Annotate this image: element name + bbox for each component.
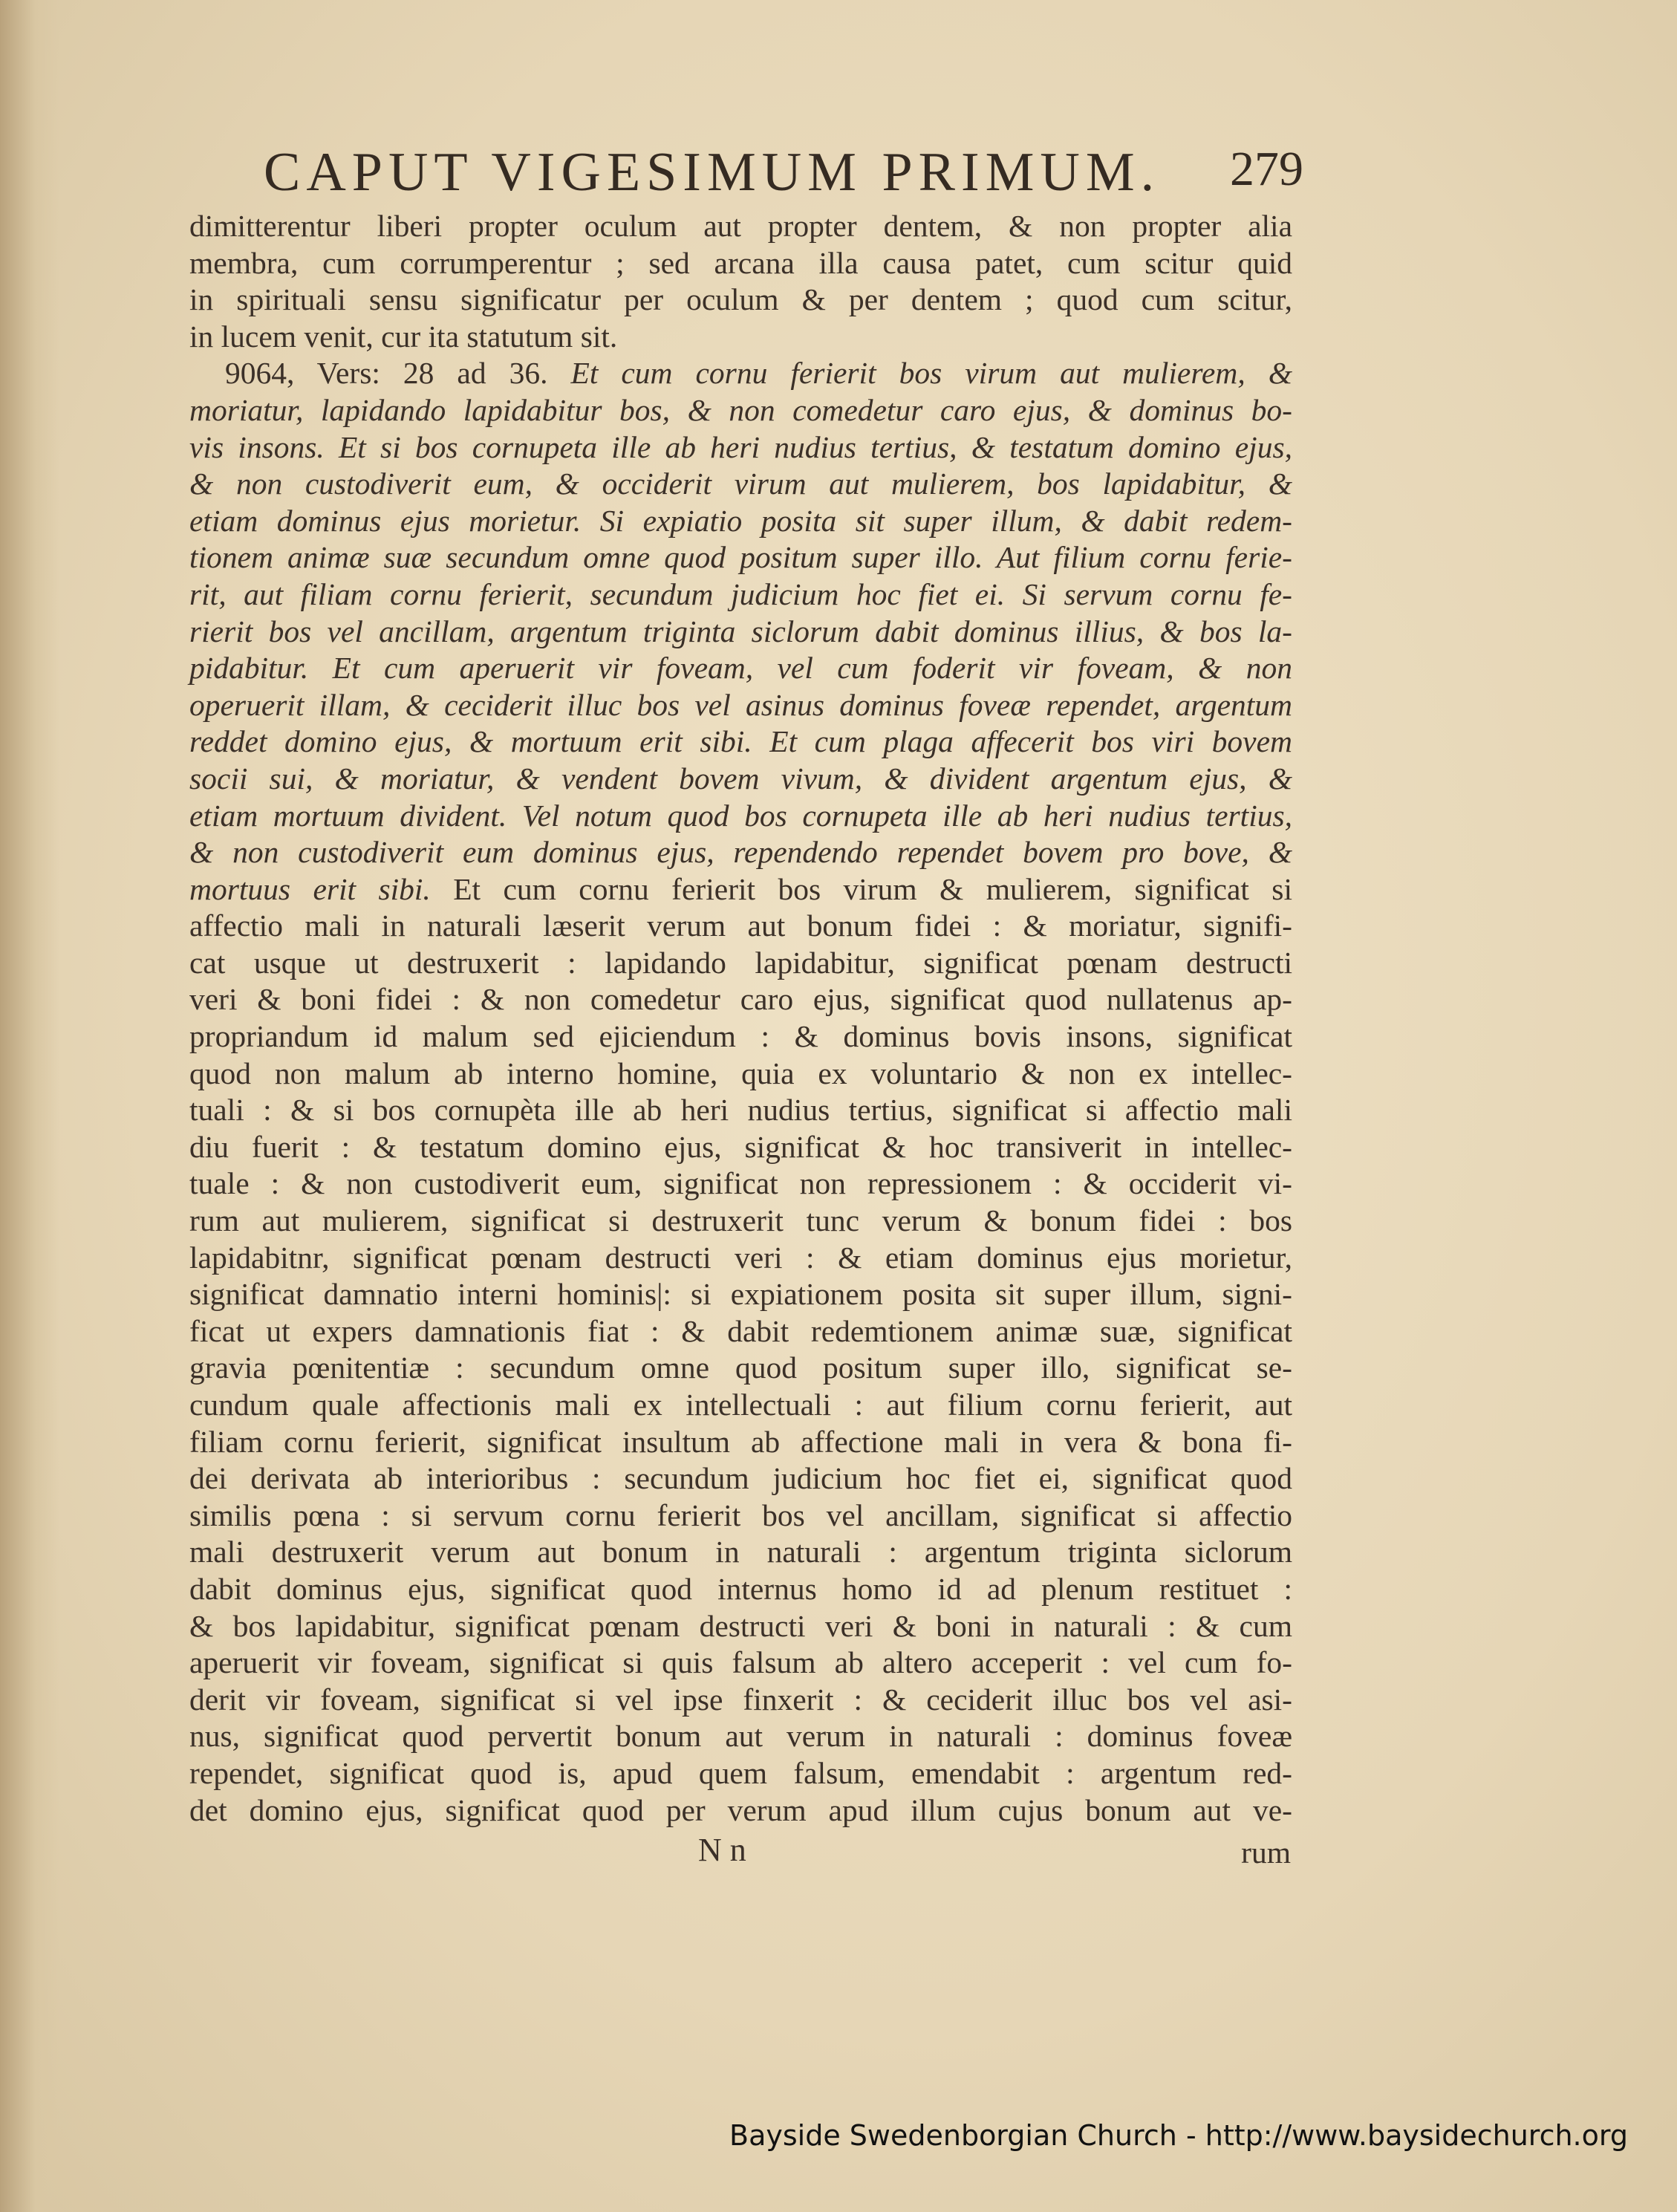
- italic-segment: & non custodiverit eum, & occiderit virum aut mulierem, bos lapidabitur, &: [189, 466, 1292, 501]
- text-line: & bos lapidabitur, significat pœnam destructi veri & boni in naturali : & cum: [189, 1608, 1292, 1643]
- roman-segment: 9064, Vers: 28 ad 36.: [225, 356, 571, 391]
- text-line: filiam cornu ferierit, significat insultum ab affectione mali in vera & bona fi-: [189, 1424, 1292, 1459]
- italic-segment: moriatur, lapidando lapidabitur bos, & non comedetur caro ejus, & dominus bo-: [189, 392, 1292, 427]
- text-line: affectio mali in naturali læserit verum aut bonum fidei : & moriatur, signifi-: [189, 908, 1292, 943]
- text-line: [189, 798, 1292, 835]
- text-line: nus, significat quod pervertit bonum aut verum in naturali : dominus foveæ: [189, 1719, 1292, 1754]
- italic-segment: operuerit illam, & ceciderit illuc bos vel asinus dominus foveæ rependet, argentum: [189, 687, 1292, 722]
- watermark-text: Bayside Swedenborgian Church - http://www.baysidechurch.org: [729, 2119, 1628, 2152]
- text-line: aperuerit vir foveam, significat si quis falsum ab altero acceperit : vel cum fo-: [189, 1645, 1292, 1680]
- body-text: [189, 208, 1292, 1829]
- italic-segment: Et cum cornu ferierit bos virum aut mulierem, &: [570, 356, 1292, 391]
- italic-segment: rierit bos vel ancillam, argentum triginta siclorum dabit dominus illius, & bos la-: [189, 614, 1292, 648]
- text-line: veri & boni fidei : & non comedetur caro ejus, significat quod nullatenus ap-: [189, 982, 1292, 1017]
- text-line: ficat ut expers damnationis fiat : & dabit redemtionem animæ suæ, significat: [189, 1313, 1292, 1348]
- text-line: mali destruxerit verum aut bonum in naturali : argentum triginta siclorum: [189, 1535, 1292, 1569]
- text-line: [189, 503, 1292, 540]
- italic-segment: reddet domino ejus, & mortuum erit sibi. Et cum plaga affecerit bos viri bovem: [189, 724, 1292, 759]
- text-line: in spirituali sensu significatur per oculum & per dentem ; quod cum scitur,: [189, 282, 1292, 317]
- italic-segment: mortuus erit sibi.: [189, 871, 431, 906]
- italic-segment: socii sui, & moriatur, & vendent bovem vivum, & divident argentum ejus, &: [189, 761, 1292, 796]
- text-line: [189, 687, 1292, 724]
- text-line: cat usque ut destruxerit : lapidando lapidabitur, significat pœnam destructi: [189, 945, 1292, 980]
- text-line: membra, cum corrumperentur ; sed arcana illa causa patet, cum scitur quid: [189, 245, 1292, 280]
- signature-mark: N n: [698, 1832, 746, 1868]
- text-line: [189, 576, 1292, 614]
- text-line: significat damnatio interni hominis|: si expiationem posita sit super illum, signi-: [189, 1277, 1292, 1312]
- italic-segment: pidabitur. Et cum aperuerit vir foveam, vel cum foderit vir foveam, & non: [189, 651, 1292, 686]
- text-line: [189, 466, 1292, 503]
- italic-segment: etiam dominus ejus morietur. Si expiatio posita sit super illum, & dabit redem-: [189, 503, 1292, 538]
- text-line: rependet, significat quod is, apud quem falsum, emendabit : argentum red-: [189, 1755, 1292, 1790]
- gutter-shadow: [0, 0, 59, 2212]
- text-line: [189, 650, 1292, 687]
- text-line: dimitterentur liberi propter oculum aut propter dentem, & non propter alia: [189, 209, 1292, 243]
- italic-segment: etiam mortuum divident. Vel notum quod bos cornupeta ille ab heri nudius tertius,: [189, 798, 1292, 833]
- italic-segment: & non custodiverit eum dominus ejus, rependendo rependet bovem pro bove, &: [189, 835, 1292, 870]
- text-line: propriandum id malum sed ejiciendum : & dominus bovis insons, significat: [189, 1019, 1292, 1054]
- page-number: 279: [1230, 142, 1303, 196]
- text-line: [189, 761, 1292, 798]
- text-line: diu fuerit : & testatum domino ejus, significat & hoc transiverit in intellec-: [189, 1129, 1292, 1164]
- text-line: det domino ejus, significat quod per verum apud illum cujus bonum aut ve-: [189, 1792, 1292, 1827]
- text-line: tuale : & non custodiverit eum, significat non repressionem : & occiderit vi-: [189, 1166, 1292, 1201]
- text-line: [189, 355, 1292, 392]
- text-line: gravia pœnitentiæ : secundum omne quod positum super illo, significat se-: [189, 1350, 1292, 1385]
- text-line: similis pœna : si servum cornu ferierit bos vel ancillam, significat si affectio: [189, 1497, 1292, 1532]
- running-head: CAPUT VIGESIMUM PRIMUM.: [264, 142, 1161, 203]
- text-line: [189, 392, 1292, 429]
- italic-segment: vis insons. Et si bos cornupeta ille ab heri nudius tertius, & testatum domino ejus,: [189, 429, 1292, 464]
- italic-segment: rit, aut filiam cornu ferierit, secundum judicium hoc fiet ei. Si servum cornu fe-: [189, 576, 1292, 611]
- page-header: [264, 141, 1303, 201]
- text-line: dei derivata ab interioribus : secundum judicium hoc fiet ei, significat quod: [189, 1461, 1292, 1496]
- text-line: lapidabitnr, significat pœnam destructi veri : & etiam dominus ejus morietur,: [189, 1240, 1292, 1275]
- text-line: [189, 614, 1292, 651]
- italic-segment: tionem animæ suæ secundum omne quod positum super illo. Aut filium cornu ferie-: [189, 540, 1292, 575]
- text-line: rum aut mulierem, significat si destruxerit tunc verum & bonum fidei : bos: [189, 1203, 1292, 1238]
- text-line: derit vir foveam, significat si vel ipse finxerit : & ceciderit illuc bos vel asi-: [189, 1682, 1292, 1717]
- catchword: rum: [1241, 1835, 1291, 1870]
- text-line: [189, 539, 1292, 576]
- roman-segment: Et cum cornu ferierit bos virum & mulierem, significat si: [430, 871, 1292, 906]
- text-line: cundum quale affectionis mali ex intellectuali : aut filium cornu ferierit, aut: [189, 1388, 1292, 1422]
- text-line: [189, 834, 1292, 871]
- text-line: [189, 723, 1292, 761]
- text-line: [189, 429, 1292, 466]
- text-line: dabit dominus ejus, significat quod internus homo id ad plenum restituet :: [189, 1571, 1292, 1606]
- text-line: tuali : & si bos cornupèta ille ab heri nudius tertius, significat si affectio mali: [189, 1093, 1292, 1128]
- text-line: in lucem venit, cur ita statutum sit.: [189, 319, 618, 354]
- text-line: [189, 871, 1292, 908]
- text-line: quod non malum ab interno homine, quia ex voluntario & non ex intellec-: [189, 1055, 1292, 1090]
